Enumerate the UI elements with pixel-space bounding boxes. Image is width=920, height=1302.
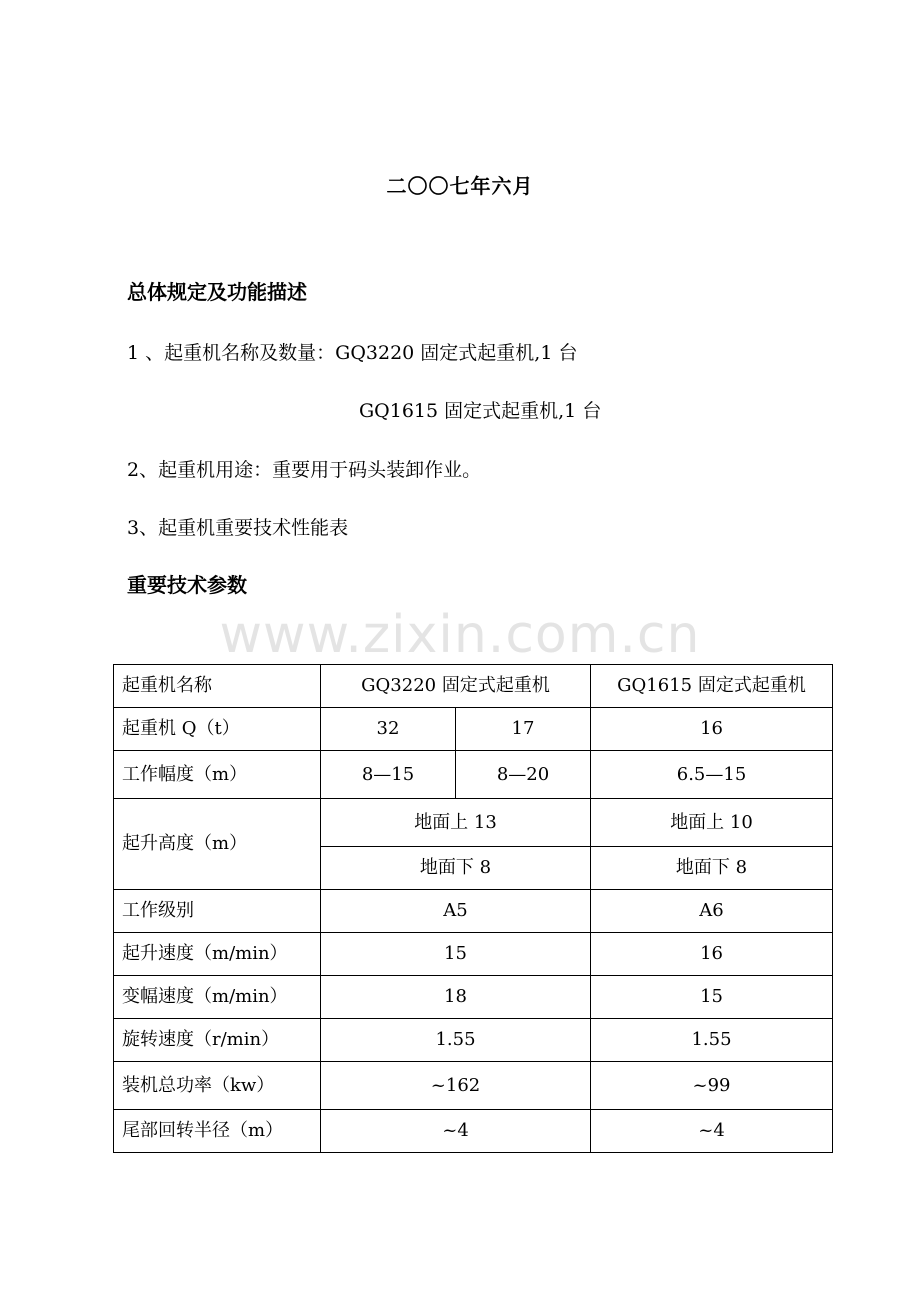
value-cell: 地面下 8 (321, 847, 591, 890)
value-cell: 8—20 (456, 751, 591, 799)
item-1-value-1: GQ3220 固定式起重机,1 台 (335, 342, 578, 364)
value-cell: ~4 (591, 1110, 833, 1153)
value-cell: 地面上 13 (321, 799, 591, 847)
header-label-cell: 起重机名称 (114, 665, 321, 708)
header-col-b-cell: GQ1615 固定式起重机 (591, 665, 833, 708)
value-cell: A6 (591, 890, 833, 933)
watermark: www.zixin.com.cn (219, 605, 701, 665)
table-row (114, 933, 833, 976)
specs-table (113, 664, 833, 1153)
table-row (114, 1110, 833, 1153)
value-cell: 1.55 (321, 1019, 591, 1062)
item-2: 2、起重机用途：重要用于码头装卸作业。 (127, 459, 482, 481)
row-label-cell: 变幅速度（m/min） (114, 976, 321, 1019)
row-label-cell: 工作幅度（m） (114, 751, 321, 799)
item-3: 3、起重机重要技术性能表 (127, 517, 349, 539)
value-cell: 8—15 (321, 751, 456, 799)
value-cell: ~99 (591, 1062, 833, 1110)
table-header-row (114, 665, 833, 708)
row-label-cell: 工作级别 (114, 890, 321, 933)
row-label-cell: 起升高度（m） (114, 799, 321, 890)
row-label-cell: 旋转速度（r/min） (114, 1019, 321, 1062)
value-cell: ~162 (321, 1062, 591, 1110)
table-row (114, 799, 833, 847)
row-label-cell: 尾部回转半径（m） (114, 1110, 321, 1153)
value-cell: 6.5—15 (591, 751, 833, 799)
value-cell: 地面下 8 (591, 847, 833, 890)
value-cell: 32 (321, 708, 456, 751)
value-cell: 15 (321, 933, 591, 976)
table-row (114, 890, 833, 933)
table-row (114, 976, 833, 1019)
value-cell: 15 (591, 976, 833, 1019)
value-cell: 16 (591, 708, 833, 751)
row-label-cell: 装机总功率（kw） (114, 1062, 321, 1110)
value-cell: 16 (591, 933, 833, 976)
table-row (114, 751, 833, 799)
table-row (114, 708, 833, 751)
section-title: 总体规定及功能描述 (127, 280, 307, 304)
value-cell: 1.55 (591, 1019, 833, 1062)
row-label-cell: 起升速度（m/min） (114, 933, 321, 976)
value-cell: 17 (456, 708, 591, 751)
table-title: 重要技术参数 (127, 573, 247, 597)
table-row (114, 1062, 833, 1110)
value-cell: 18 (321, 976, 591, 1019)
value-cell: ~4 (321, 1110, 591, 1153)
document-date: 二〇〇七年六月 (386, 174, 534, 198)
item-1-label: 1 、起重机名称及数量： (127, 342, 336, 364)
row-label-cell: 起重机 Q（t） (114, 708, 321, 751)
header-col-a-cell: GQ3220 固定式起重机 (321, 665, 591, 708)
value-cell: A5 (321, 890, 591, 933)
value-cell: 地面上 10 (591, 799, 833, 847)
item-1-value-2: GQ1615 固定式起重机,1 台 (359, 400, 602, 422)
item-1 (127, 338, 577, 365)
table-row (114, 1019, 833, 1062)
